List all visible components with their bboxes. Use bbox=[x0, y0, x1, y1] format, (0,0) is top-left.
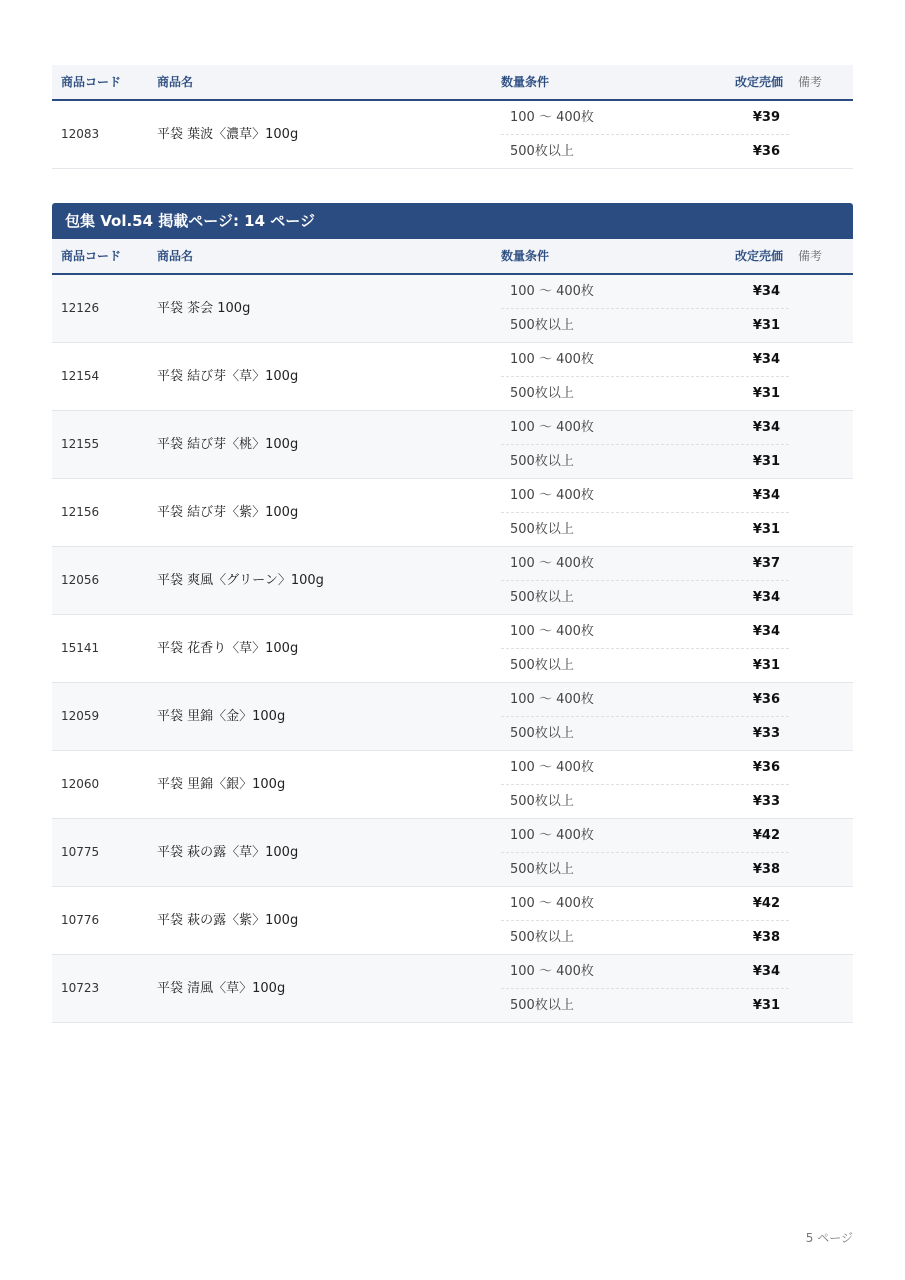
revised-price: ¥34 bbox=[752, 488, 780, 503]
product-code: 12154 bbox=[61, 369, 100, 383]
product-name: 平袋 萩の露〈紫〉100g bbox=[157, 913, 299, 928]
product-code: 10775 bbox=[61, 845, 100, 859]
product-name: 平袋 爽風〈グリーン〉100g bbox=[157, 573, 324, 588]
catalog-section bbox=[52, 203, 853, 1023]
table-row bbox=[52, 101, 853, 169]
price-tier bbox=[501, 989, 789, 1022]
product-code: 12060 bbox=[61, 777, 100, 791]
revised-price: ¥38 bbox=[752, 930, 780, 945]
price-tier bbox=[501, 887, 789, 921]
revised-price: ¥33 bbox=[752, 726, 780, 741]
price-tier bbox=[501, 547, 789, 581]
price-tier bbox=[501, 717, 789, 750]
price-tier bbox=[501, 615, 789, 649]
product-code: 12059 bbox=[61, 709, 100, 723]
quantity-condition: 500枚以上 bbox=[510, 930, 574, 945]
product-name: 平袋 里錦〈銀〉100g bbox=[157, 777, 286, 792]
table-row bbox=[52, 615, 853, 683]
product-code: 10723 bbox=[61, 981, 100, 995]
revised-price: ¥34 bbox=[752, 420, 780, 435]
product-name: 平袋 清風〈草〉100g bbox=[157, 981, 286, 996]
table-row bbox=[52, 411, 853, 479]
table-row bbox=[52, 751, 853, 819]
header-note: 備考 bbox=[798, 75, 823, 89]
price-tier bbox=[501, 101, 789, 135]
revised-price: ¥38 bbox=[752, 862, 780, 877]
header-name: 商品名 bbox=[157, 249, 194, 263]
section-title: 包集 Vol.54 掲載ページ: 14 ページ bbox=[52, 203, 853, 239]
quantity-condition: 500枚以上 bbox=[510, 522, 574, 537]
header-price: 改定売価 bbox=[734, 75, 783, 89]
table-body bbox=[52, 275, 853, 1023]
quantity-condition: 100 〜 400枚 bbox=[510, 488, 594, 503]
revised-price: ¥31 bbox=[752, 386, 780, 401]
product-code: 12156 bbox=[61, 505, 100, 519]
revised-price: ¥34 bbox=[752, 590, 780, 605]
quantity-condition: 100 〜 400枚 bbox=[510, 556, 594, 571]
price-tier bbox=[501, 785, 789, 818]
quantity-condition: 100 〜 400枚 bbox=[510, 896, 594, 911]
revised-price: ¥34 bbox=[752, 352, 780, 367]
product-name: 平袋 結び芽〈桃〉100g bbox=[157, 437, 299, 452]
revised-price: ¥31 bbox=[752, 522, 780, 537]
header-name: 商品名 bbox=[157, 75, 194, 89]
header-qty: 数量条件 bbox=[501, 75, 550, 89]
quantity-condition: 100 〜 400枚 bbox=[510, 624, 594, 639]
quantity-condition: 500枚以上 bbox=[510, 998, 574, 1013]
table-row bbox=[52, 547, 853, 615]
revised-price: ¥36 bbox=[752, 144, 780, 159]
price-tier bbox=[501, 343, 789, 377]
price-tier bbox=[501, 581, 789, 614]
table-body bbox=[52, 101, 853, 169]
revised-price: ¥31 bbox=[752, 998, 780, 1013]
quantity-condition: 500枚以上 bbox=[510, 144, 574, 159]
table-row bbox=[52, 819, 853, 887]
quantity-condition: 100 〜 400枚 bbox=[510, 964, 594, 979]
first-price-table bbox=[52, 65, 853, 169]
revised-price: ¥42 bbox=[752, 828, 780, 843]
revised-price: ¥42 bbox=[752, 896, 780, 911]
header-note: 備考 bbox=[798, 249, 823, 263]
table-row bbox=[52, 683, 853, 751]
revised-price: ¥31 bbox=[752, 454, 780, 469]
header-qty: 数量条件 bbox=[501, 249, 550, 263]
quantity-condition: 100 〜 400枚 bbox=[510, 352, 594, 367]
revised-price: ¥34 bbox=[752, 964, 780, 979]
price-tier bbox=[501, 649, 789, 682]
revised-price: ¥37 bbox=[752, 556, 780, 571]
price-tier bbox=[501, 683, 789, 717]
revised-price: ¥39 bbox=[752, 110, 780, 125]
table-header bbox=[52, 65, 853, 101]
revised-price: ¥34 bbox=[752, 624, 780, 639]
revised-price: ¥36 bbox=[752, 692, 780, 707]
quantity-condition: 500枚以上 bbox=[510, 862, 574, 877]
revised-price: ¥36 bbox=[752, 760, 780, 775]
product-name: 平袋 葉波〈濃草〉100g bbox=[157, 127, 299, 142]
table-row bbox=[52, 887, 853, 955]
quantity-condition: 500枚以上 bbox=[510, 386, 574, 401]
header-code: 商品コード bbox=[61, 249, 122, 263]
quantity-condition: 500枚以上 bbox=[510, 454, 574, 469]
price-tier bbox=[501, 921, 789, 954]
revised-price: ¥31 bbox=[752, 658, 780, 673]
price-tier bbox=[501, 445, 789, 478]
price-tier bbox=[501, 751, 789, 785]
price-tier bbox=[501, 135, 789, 168]
price-tier bbox=[501, 309, 789, 342]
table-header bbox=[52, 239, 853, 275]
price-tier bbox=[501, 853, 789, 886]
header-code: 商品コード bbox=[61, 75, 122, 89]
revised-price: ¥31 bbox=[752, 318, 780, 333]
revised-price: ¥34 bbox=[752, 284, 780, 299]
product-name: 平袋 里錦〈金〉100g bbox=[157, 709, 286, 724]
product-name: 平袋 結び芽〈草〉100g bbox=[157, 369, 299, 384]
price-tier bbox=[501, 955, 789, 989]
table-row bbox=[52, 479, 853, 547]
header-price: 改定売価 bbox=[734, 249, 783, 263]
product-code: 10776 bbox=[61, 913, 100, 927]
product-code: 15141 bbox=[61, 641, 100, 655]
product-code: 12083 bbox=[61, 127, 100, 141]
product-code: 12155 bbox=[61, 437, 100, 451]
quantity-condition: 500枚以上 bbox=[510, 794, 574, 809]
price-tier bbox=[501, 411, 789, 445]
price-tier bbox=[501, 377, 789, 410]
product-name: 平袋 茶会 100g bbox=[157, 301, 251, 316]
quantity-condition: 500枚以上 bbox=[510, 318, 574, 333]
price-tier bbox=[501, 819, 789, 853]
table-row bbox=[52, 343, 853, 411]
quantity-condition: 500枚以上 bbox=[510, 590, 574, 605]
product-code: 12056 bbox=[61, 573, 100, 587]
product-name: 平袋 花香り〈草〉100g bbox=[157, 641, 299, 656]
product-code: 12126 bbox=[61, 301, 100, 315]
quantity-condition: 500枚以上 bbox=[510, 726, 574, 741]
price-tier bbox=[501, 275, 789, 309]
product-name: 平袋 萩の露〈草〉100g bbox=[157, 845, 299, 860]
quantity-condition: 100 〜 400枚 bbox=[510, 110, 594, 125]
quantity-condition: 100 〜 400枚 bbox=[510, 420, 594, 435]
price-tier bbox=[501, 513, 789, 546]
product-name: 平袋 結び芽〈紫〉100g bbox=[157, 505, 299, 520]
quantity-condition: 100 〜 400枚 bbox=[510, 760, 594, 775]
table-row bbox=[52, 275, 853, 343]
price-tier bbox=[501, 479, 789, 513]
revised-price: ¥33 bbox=[752, 794, 780, 809]
quantity-condition: 100 〜 400枚 bbox=[510, 692, 594, 707]
quantity-condition: 100 〜 400枚 bbox=[510, 284, 594, 299]
quantity-condition: 500枚以上 bbox=[510, 658, 574, 673]
table-row bbox=[52, 955, 853, 1023]
quantity-condition: 100 〜 400枚 bbox=[510, 828, 594, 843]
page-number: 5 ページ bbox=[805, 1231, 853, 1245]
